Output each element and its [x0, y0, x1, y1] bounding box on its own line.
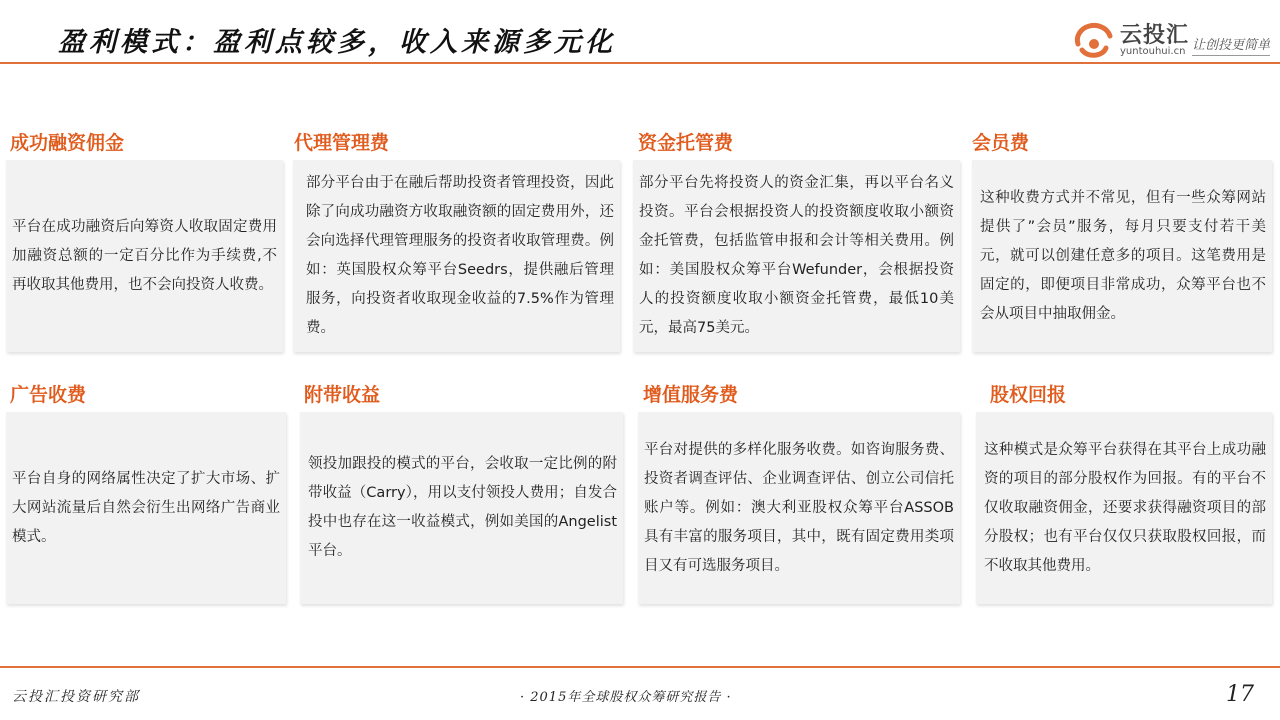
footer-divider — [0, 666, 1280, 668]
card-body: 平台对提供的多样化服务收费。如咨询服务费、投资者调查评估、企业调查评估、创立公司信托账户等。例如：澳大利亚股权众筹平台ASSOB具有丰富的服务项目，其中，既有固定费用类项目又有可选服务项目。 — [644, 441, 954, 574]
logo — [1072, 14, 1272, 64]
card-body: 部分平台先将投资人的资金汇集，再以平台名义投资。平台会根据投资人的投资额度收取小额资金托管费，包括监管申报和会计等相关费用。例如：美国股权众筹平台Wefunder，会根据投资人的投资额度收取小额资金托管费，最低10美元，最高75美元。 — [639, 175, 954, 336]
logo-domain: yuntouhui.cn — [1120, 46, 1186, 57]
card-value-added-services — [638, 412, 960, 604]
card-body: 部分平台由于在融后帮助投资者管理投资，因此除了向成功融资方收取融资额的固定费用外，还会向选择代理管理服务的投资者收取管理费。例如：英国股权众筹平台Seedrs，提供融后管理服务，向投资者收取现金收益的7.5%作为管理费。 — [306, 175, 614, 336]
card-body: 平台在成功融资后向筹资人收取固定费用加融资总额的一定百分比作为手续费,不再收取其他费用，也不会向投资人收费。 — [12, 218, 277, 293]
heading-custody-fee: 资金托管费 — [638, 132, 734, 154]
yuntouhui-logo-icon — [1072, 18, 1116, 58]
heading-equity-return: 股权回报 — [990, 384, 1067, 406]
card-equity-return — [976, 412, 1272, 604]
logo-slogan: 让创投更简单 — [1192, 34, 1270, 56]
heading-advertising: 广告收费 — [10, 384, 87, 406]
heading-membership-fee: 会员费 — [972, 132, 1030, 154]
card-membership-fee — [972, 160, 1272, 352]
card-body: 这种模式是众筹平台获得在其平台上成功融资的项目的部分股权作为回报。有的平台不仅收取融资佣金，还要求获得融资项目的部分股权；也有平台仅仅只获取股权回报，而不收取其他费用。 — [984, 441, 1266, 574]
heading-value-added-services: 增值服务费 — [643, 384, 739, 406]
card-success-commission — [6, 160, 283, 352]
heading-success-commission: 成功融资佣金 — [10, 132, 125, 154]
card-carried-interest — [300, 412, 623, 604]
footer-org: 云投汇投资研究部 — [12, 689, 140, 705]
page-number: 17 — [1226, 682, 1254, 707]
heading-carried-interest: 附带收益 — [304, 384, 381, 406]
card-advertising — [6, 412, 286, 604]
page-title: 盈利模式：盈利点较多，收入来源多元化 — [58, 27, 616, 58]
card-custody-fee — [633, 160, 960, 352]
header-divider — [0, 62, 1280, 64]
footer-report-title: · 2015年全球股权众筹研究报告 · — [520, 690, 732, 705]
card-body: 领投加跟投的模式的平台，会收取一定比例的附带收益（Carry），用以支付领投人费用；自发合投中也存在这一收益模式，例如美国的Angelist平台。 — [308, 456, 617, 559]
card-body: 这种收费方式并不常见，但有一些众筹网站提供了”会员”服务，每月只要支付若干美元，就可以创建任意多的项目。这笔费用是固定的，即便项目非常成功，众筹平台也不会从项目中抽取佣金。 — [980, 189, 1266, 322]
logo-name: 云投汇 — [1120, 23, 1190, 48]
heading-agency-management-fee: 代理管理费 — [294, 132, 390, 154]
card-body: 平台自身的网络属性决定了扩大市场、扩大网站流量后自然会衍生出网络广告商业模式。 — [12, 470, 280, 545]
card-agency-management-fee — [293, 160, 620, 352]
